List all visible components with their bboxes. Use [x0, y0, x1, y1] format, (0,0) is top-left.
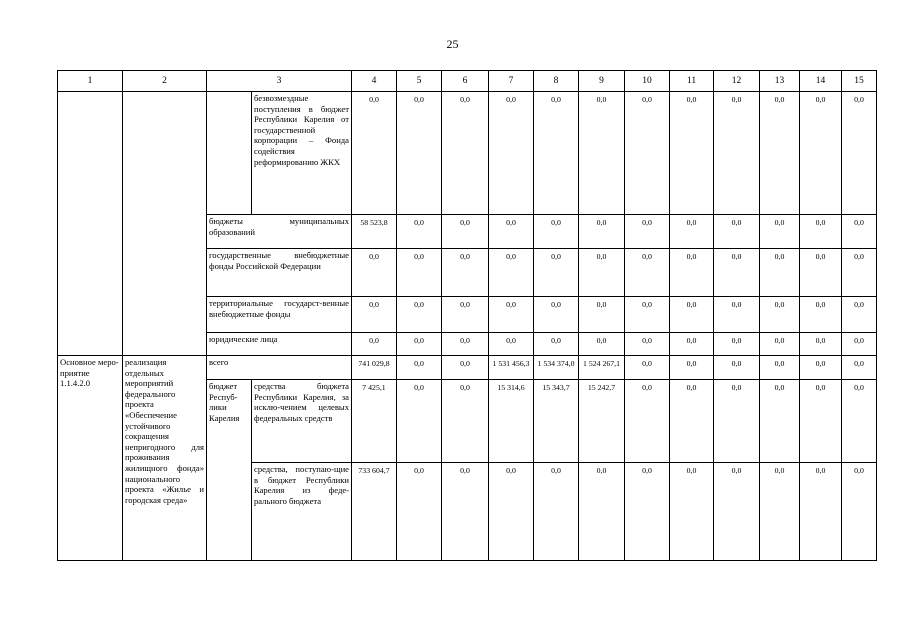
value-cell: 0,0 — [625, 249, 670, 297]
value-cell: 0,0 — [760, 249, 800, 297]
value-cell: 0,0 — [442, 333, 489, 356]
value-cell: 0,0 — [625, 333, 670, 356]
value-cell: 0,0 — [714, 333, 760, 356]
value-cell: 0,0 — [760, 333, 800, 356]
value-cell: 0,0 — [352, 297, 397, 333]
value-cell: 0,0 — [442, 297, 489, 333]
value-cell: 0,0 — [714, 463, 760, 561]
value-cell: 0,0 — [625, 380, 670, 463]
value-cell: 0,0 — [625, 356, 670, 380]
header-cell: 4 — [352, 71, 397, 92]
value-cell: 0,0 — [714, 92, 760, 215]
value-cell: 0,0 — [489, 215, 534, 249]
header-cell: 13 — [760, 71, 800, 92]
page-number: 25 — [446, 37, 459, 51]
value-cell: 0,0 — [842, 92, 877, 215]
value-cell: 0,0 — [534, 333, 579, 356]
value-cell: 0,0 — [670, 92, 714, 215]
value-cell: 0,0 — [489, 92, 534, 215]
value-cell: 0,0 — [442, 249, 489, 297]
value-cell: 733 604,7 — [352, 463, 397, 561]
activity-code: Основное меро-приятие 1.1.4.2.0 — [58, 356, 123, 561]
header-cell: 12 — [714, 71, 760, 92]
value-cell: 15 343,7 — [534, 380, 579, 463]
value-cell: 0,0 — [670, 215, 714, 249]
empty-cell — [207, 92, 252, 215]
source-label: государственные внебюджетные фонды Российской Федерации — [207, 249, 352, 297]
value-cell: 0,0 — [534, 249, 579, 297]
value-cell: 0,0 — [842, 463, 877, 561]
source-label: бюджеты муниципальных образований — [207, 215, 352, 249]
value-cell: 0,0 — [842, 249, 877, 297]
value-cell: 0,0 — [670, 249, 714, 297]
value-cell: 0,0 — [442, 380, 489, 463]
header-cell: 1 — [58, 71, 123, 92]
source-label: средства бюджета Республики Карелия, за исклю-чением целевых федеральных средств — [252, 380, 352, 463]
value-cell: 0,0 — [670, 380, 714, 463]
value-cell: 0,0 — [714, 215, 760, 249]
value-cell: 0,0 — [760, 297, 800, 333]
value-cell: 0,0 — [352, 92, 397, 215]
budget-group-label: бюджет Респуб-лики Карелия — [207, 380, 252, 561]
value-cell: 0,0 — [625, 297, 670, 333]
value-cell: 0,0 — [800, 380, 842, 463]
value-cell: 58 523,8 — [352, 215, 397, 249]
value-cell: 0,0 — [579, 215, 625, 249]
value-cell: 0,0 — [442, 215, 489, 249]
value-cell: 0,0 — [579, 297, 625, 333]
source-label: средства, поступаю-щие в бюджет Республики Карелия из феде-рального бюджета — [252, 463, 352, 561]
value-cell: 0,0 — [625, 463, 670, 561]
table-row — [58, 356, 877, 380]
value-cell: 15 314,6 — [489, 380, 534, 463]
value-cell: 7 425,1 — [352, 380, 397, 463]
value-cell: 0,0 — [397, 92, 442, 215]
value-cell: 0,0 — [800, 92, 842, 215]
value-cell: 0,0 — [534, 297, 579, 333]
value-cell: 1 534 374,0 — [534, 356, 579, 380]
value-cell: 0,0 — [760, 92, 800, 215]
value-cell: 15 242,7 — [579, 380, 625, 463]
budget-table — [57, 70, 877, 561]
value-cell: 0,0 — [800, 333, 842, 356]
value-cell: 0,0 — [397, 380, 442, 463]
value-cell: 0,0 — [800, 297, 842, 333]
value-cell: 0,0 — [579, 463, 625, 561]
value-cell: 0,0 — [625, 215, 670, 249]
value-cell: 0,0 — [760, 215, 800, 249]
value-cell: 0,0 — [579, 92, 625, 215]
value-cell: 0,0 — [489, 249, 534, 297]
value-cell: 0,0 — [352, 333, 397, 356]
source-label: всего — [207, 356, 352, 380]
header-cell: 10 — [625, 71, 670, 92]
value-cell: 0,0 — [670, 463, 714, 561]
value-cell: 0,0 — [760, 380, 800, 463]
source-label: юридические лица — [207, 333, 352, 356]
value-cell: 0,0 — [489, 297, 534, 333]
value-cell: 0,0 — [842, 215, 877, 249]
value-cell: 0,0 — [489, 463, 534, 561]
header-cell: 9 — [579, 71, 625, 92]
value-cell: 741 029,8 — [352, 356, 397, 380]
empty-cell — [58, 92, 123, 356]
value-cell: 0,0 — [842, 333, 877, 356]
value-cell: 0,0 — [397, 215, 442, 249]
value-cell: 0,0 — [800, 463, 842, 561]
value-cell: 0,0 — [489, 333, 534, 356]
value-cell: 0,0 — [397, 249, 442, 297]
value-cell: 0,0 — [714, 297, 760, 333]
value-cell: 0,0 — [442, 92, 489, 215]
value-cell: 0,0 — [534, 92, 579, 215]
value-cell: 0,0 — [397, 297, 442, 333]
value-cell: 0,0 — [352, 249, 397, 297]
value-cell: 0,0 — [714, 380, 760, 463]
source-label: территориальные государст-венные внебюджетные фонды — [207, 297, 352, 333]
value-cell: 0,0 — [670, 356, 714, 380]
value-cell: 0,0 — [714, 356, 760, 380]
value-cell: 0,0 — [714, 249, 760, 297]
value-cell: 0,0 — [760, 356, 800, 380]
value-cell: 0,0 — [534, 463, 579, 561]
value-cell: 0,0 — [534, 215, 579, 249]
header-cell: 14 — [800, 71, 842, 92]
value-cell: 0,0 — [760, 463, 800, 561]
header-cell: 8 — [534, 71, 579, 92]
header-row — [58, 71, 877, 92]
value-cell: 0,0 — [579, 333, 625, 356]
activity-description: реализация отдельных мероприятий федерального проекта «Обеспечение устойчивого сокращения непригодного для проживания жилищного фонда» национального проекта «Жилье и городская среда» — [123, 356, 207, 561]
value-cell: 0,0 — [579, 249, 625, 297]
value-cell: 0,0 — [842, 356, 877, 380]
header-cell: 2 — [123, 71, 207, 92]
table-row — [58, 92, 877, 215]
header-cell: 3 — [207, 71, 352, 92]
value-cell: 0,0 — [842, 380, 877, 463]
source-label: безвозмездные поступления в бюджет Республики Карелия от государственной корпорации – Фонда содействия реформированию ЖКХ — [252, 92, 352, 215]
value-cell: 1 531 456,3 — [489, 356, 534, 380]
value-cell: 0,0 — [397, 356, 442, 380]
value-cell: 0,0 — [625, 92, 670, 215]
header-cell: 15 — [842, 71, 877, 92]
header-cell: 6 — [442, 71, 489, 92]
value-cell: 0,0 — [800, 249, 842, 297]
header-cell: 7 — [489, 71, 534, 92]
value-cell: 0,0 — [670, 333, 714, 356]
header-cell: 11 — [670, 71, 714, 92]
value-cell: 0,0 — [842, 297, 877, 333]
value-cell: 1 524 267,1 — [579, 356, 625, 380]
value-cell: 0,0 — [397, 463, 442, 561]
value-cell: 0,0 — [800, 215, 842, 249]
value-cell: 0,0 — [442, 463, 489, 561]
value-cell: 0,0 — [670, 297, 714, 333]
header-cell: 5 — [397, 71, 442, 92]
value-cell: 0,0 — [800, 356, 842, 380]
value-cell: 0,0 — [397, 333, 442, 356]
value-cell: 0,0 — [442, 356, 489, 380]
empty-cell — [123, 92, 207, 356]
